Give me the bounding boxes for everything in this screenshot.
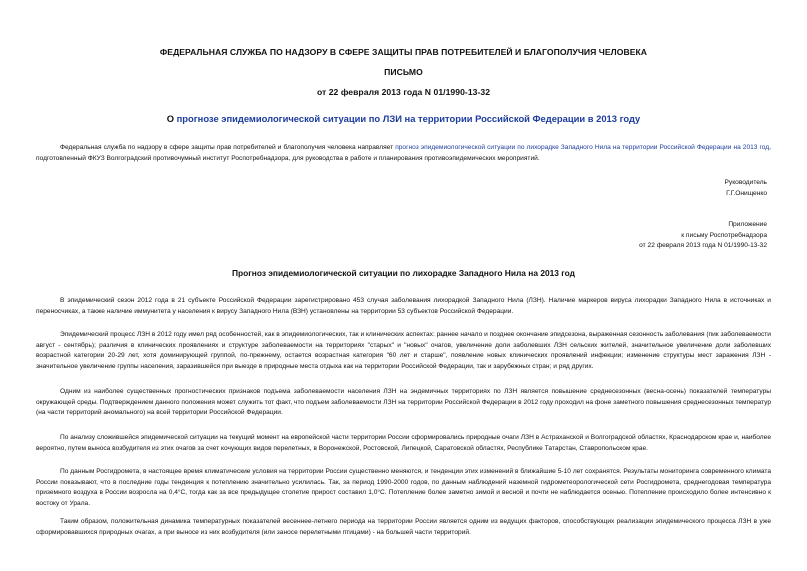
signature-name: Г.Г.Онищенко: [726, 189, 767, 197]
appendix-block: [639, 220, 767, 252]
document-type: ПИСЬМО: [384, 67, 423, 77]
appendix-label: Приложение: [728, 221, 767, 228]
signature-block: [725, 178, 767, 199]
paragraph-1: В эпидемический сезон 2012 года в 21 субъекте Российской Федерации зарегистрировано 453 случая заболевания лихорадкой Западного Нила (ЛЗН). Наличие маркеров вируса лихорадки Западного Нила в источниках и переносчиках, а также наличие иммунитета у населения к вирусу Западного Нила (ВЗН) установлены на территории 53 субъектов Российской Федерации.: [36, 297, 771, 315]
intro-text-after: , подготовленный ФКУЗ Волгоградский противочумный институт Роспотребнадзора, для руководства в работе и планирования противоэпидемических мероприятий.: [36, 144, 771, 162]
paragraph-3: Одним из наиболее существенных прогностических признаков подъема заболеваемости населения ЛЗН на эндемичных территориях по ЛЗН является повышение среднесезонных (весна-осень) показателей температуры окружающей среды. Подтверждением данного положения может служить тот факт, что подъем заболеваемости ЛЗН на территории Российской Федерации в 2012 году проходил на фоне заметного повышения среднесезонных температур (на части территорий аномального) на всей территории Российской Федерации.: [36, 388, 771, 417]
intro-paragraph: [36, 143, 771, 164]
document-date-number: от 22 февраля 2013 года N 01/1990-13-32: [316, 87, 491, 97]
signature-role: Руководитель: [724, 179, 767, 186]
intro-text-before: Федеральная служба по надзору в сфере защиты прав потребителей и благополучия человека направляет: [60, 144, 396, 151]
forecast-link[interactable]: прогноз эпидемиологической ситуации по лихорадке Западного Нила на территории Российской Федерации на 2013 год: [395, 144, 770, 151]
paragraph-2: Эпидемический процесс ЛЗН в 2012 году имел ряд особенностей, как в эпидемиологических, так и клинических аспектах: раннее начало и позднее окончание эпидсезона, выраженная сезонность заболевания (пик заболеваемости август - сентябрь); различия в клинических проявлениях и структуре заболеваемости на территориях "старых" и "новых" очагов, увеличение доли заболевших ЛЗН сельских жителей, значительное увеличение доли заболевших возрастной категории 20-29 лет, хотя доминирующей группой, по-прежнему, остается возрастная категория "60 лет и старше", появление новых клинических проявлений инфекции; изменение структуры мест заражения ЛЗН - значительное увеличение группы населения, заразившейся при выезде в природные места отдыха как на территории Российской Федерации, так и зарубежных стран; и ряд других.: [36, 331, 771, 370]
appendix-date-number: от 22 февраля 2013 года N 01/1990-13-32: [639, 242, 767, 249]
paragraph-6: Таким образом, положительная динамика температурных показателей весеннее-летнего периода на территории России является одним из ведущих факторов, способствующих реализации эпидемического процесса ЛЗН в уже сформировавшихся природных очагах, а при выносе из них возбудителя (или заносе перелетными птицами) - на большей части территорий.: [36, 518, 771, 536]
paragraph-4: По анализу сложившейся эпидемической ситуации на текущий момент на европейской части территории России сформировались природные очаги ЛЗН в Астраханской и Волгоградской областях, Краснодарском крае и, наиболее вероятно, путем выноса возбудителя из этих очагов за счет кочующих видов перелетных, в Воронежской, Ростовской, Липецкой, Саратовской областях, Республике Татарстан, Ставропольском крае.: [36, 434, 771, 452]
title-link[interactable]: прогнозе эпидемиологической ситуации по ЛЗИ на территории Российской Федерации в 2013 году: [176, 113, 641, 124]
title-prefix: О: [166, 113, 177, 124]
forecast-title: Прогноз эпидемиологической ситуации по лихорадке Западного Нила на 2013 год: [232, 268, 575, 278]
document-title: [0, 113, 807, 124]
appendix-letter-ref: к письму Роспотребнадзора: [681, 231, 767, 239]
paragraph-5: По данным Росгидромета, в настоящее время климатические условия на территории России существенно меняются, и тенденции этих изменений в ближайшие 5-10 лет сохранятся. Результаты мониторинга современного климата России показывают, что в последние годы тенденция к потеплению значительно усилилась. Так, за период 1990-2000 годов, по данным наблюдений наземной гидрометеорологической сети Росгидромета, среднегодовая температура приземного воздуха в России возросла на 0,4°С, тогда как за все предыдущее столетие прирост составил 1,0°С. Потепление более заметно зимой и весной и почти не наблюдается осенью. Потепление происходило более интенсивно к востоку от Урала.: [36, 468, 771, 507]
agency-header: ФЕДЕРАЛЬНАЯ СЛУЖБА ПО НАДЗОРУ В СФЕРЕ ЗАЩИТЫ ПРАВ ПОТРЕБИТЕЛЕЙ И БЛАГОПОЛУЧИЯ ЧЕЛОВЕКА: [159, 47, 648, 57]
